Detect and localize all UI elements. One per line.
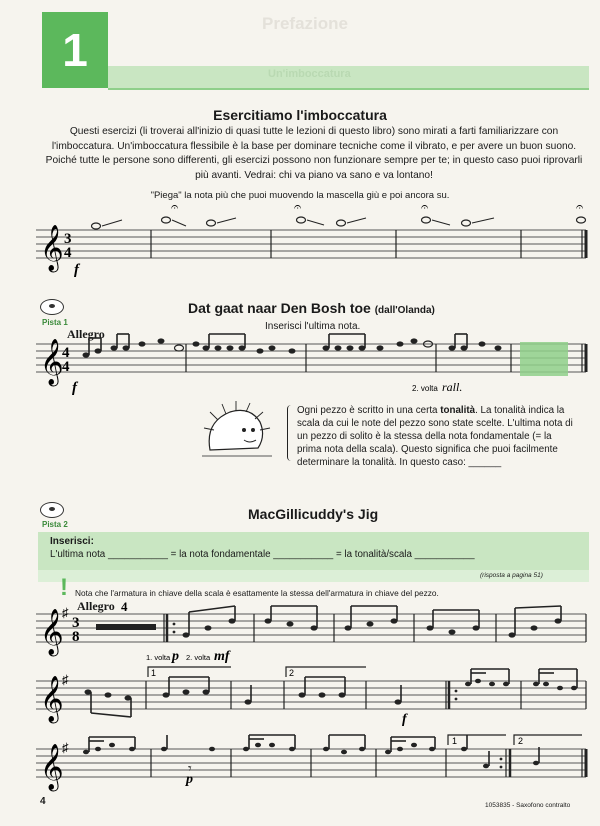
cd-icon: [40, 502, 64, 518]
notes: [83, 338, 502, 357]
fermata: 𝄐: [171, 199, 179, 214]
time-sig-top: 3: [72, 615, 80, 631]
fermata: 𝄐: [421, 199, 429, 214]
info-bold-term: tonalità: [440, 405, 476, 416]
treble-clef: 𝄞: [40, 225, 64, 271]
staff-piece2-line1: [36, 599, 588, 672]
chapter-number: 1: [62, 24, 88, 76]
catalog-number: 1053835 - Saxofono contralto: [485, 802, 571, 809]
sharp: ♯: [62, 672, 69, 687]
ending-2: 2: [518, 736, 524, 746]
page-number: 4: [40, 796, 46, 807]
staff-exercise: [36, 200, 588, 280]
treble-clef: 𝄞: [40, 609, 64, 655]
fermata: 𝄐: [294, 199, 302, 214]
ending-1: 1: [452, 736, 458, 746]
dynamic-f: f: [402, 712, 407, 727]
notes: [92, 217, 586, 229]
ending-1: 1: [151, 668, 157, 678]
treble-clef: 𝄞: [40, 744, 64, 790]
ending-2: 2: [289, 668, 295, 678]
intro-paragraph: Questi esercizi (li troverai all'inizio di quasi tutte le lezioni di questo libro) sono mirati a farti familiarizzare con l'imboccatura. Un'imboccatura flessibile è la base per dominare tecniche come il vibrato, e per avere un buon suono. Poiché tutte le persone sono differenti, gli esercizi possono non funzionare sempre per te; in questo caso puoi riprovarli più avanti. Vedrai: chi va piano va sano e va lontano!: [45, 126, 583, 181]
header-rule: [108, 88, 589, 90]
key-signature-tip: Nota che l'armatura in chiave della scala è esattamente la stessa dell'armatura in chiave del pezzo.: [75, 588, 439, 598]
fermata: 𝄐: [576, 199, 584, 214]
piece-title: [188, 300, 435, 316]
insert-line: L'ultima nota ___________ = la nota fondamentale ___________ = la tonalità/scala ___________: [50, 549, 475, 560]
sharp: ♯: [62, 605, 69, 620]
exclamation-icon: !: [60, 574, 68, 601]
time-sig-bottom: 4: [62, 359, 70, 375]
treble-clef: 𝄞: [40, 676, 64, 722]
dynamic-f: f: [74, 262, 79, 278]
staff-piece2-line2: [36, 665, 588, 725]
rest: 𝄾: [188, 760, 192, 776]
dynamic-p: p: [186, 772, 193, 787]
staff-lines: [36, 230, 586, 258]
info-text-a: Ogni pezzo è scritto in una certa: [297, 405, 441, 416]
staff-piece1: [36, 328, 588, 398]
tempo-marking: Allegro: [77, 599, 115, 613]
info-text-b: . La tonalità indica la scala da cui le note del pezzo sono state scelte. L'ultima nota di un pezzo di solito è la stessa della nota fondamentale (= la prima nota della scala). Questo significa che puoi facilmente determinare la tonalità. In questo caso: ______: [297, 405, 573, 468]
staff-piece2-line3: [36, 725, 588, 790]
ghost-title: Prefazione: [262, 14, 348, 33]
volta2-label: 2. volta: [186, 653, 211, 662]
time-sig-bottom: 4: [64, 245, 72, 261]
treble-clef: 𝄞: [40, 339, 64, 385]
multi-rest: [96, 624, 156, 630]
exercise-instruction: "Piega" la nota più che puoi muovendo la mascella giù e poi ancora su.: [150, 190, 450, 201]
answer-note: (risposta a pagina 51): [480, 572, 543, 579]
section-title: Esercitiamo l'imboccatura: [213, 107, 387, 123]
chapter-number-box: [42, 12, 108, 88]
time-sig-top: 3: [64, 231, 72, 247]
sharp: ♯: [62, 740, 69, 755]
piece-origin: (dall'Olanda): [374, 305, 435, 316]
piece-title: MacGillicuddy's Jig: [248, 506, 379, 522]
time-sig-bottom: 8: [72, 629, 80, 645]
dynamic-f: f: [72, 380, 77, 396]
ghost-subtitle: Un'imboccatura: [268, 68, 351, 80]
dynamic-mf: mf: [214, 649, 230, 664]
info-text: [297, 404, 577, 469]
last-note-answer-box[interactable]: [520, 342, 568, 376]
hedgehog-illustration: [200, 400, 280, 462]
multirest-count: 4: [121, 599, 128, 614]
track-label: Pista 2: [42, 520, 68, 529]
track-label: Pista 1: [42, 318, 68, 327]
dynamic-p: p: [172, 649, 179, 664]
volta1-label: 1. volta: [146, 653, 171, 662]
piece-title-text: Dat gaat naar Den Bosh toe: [188, 300, 371, 316]
time-sig-top: 4: [62, 345, 70, 361]
volta-label: 2. volta: [412, 384, 438, 393]
rall-marking: rall.: [442, 380, 463, 394]
insert-label: Inserisci:: [50, 536, 94, 547]
tempo-marking: Allegro: [67, 327, 105, 341]
cd-icon: [40, 299, 64, 315]
piece-instruction: Inserisci l'ultima nota.: [265, 321, 361, 332]
